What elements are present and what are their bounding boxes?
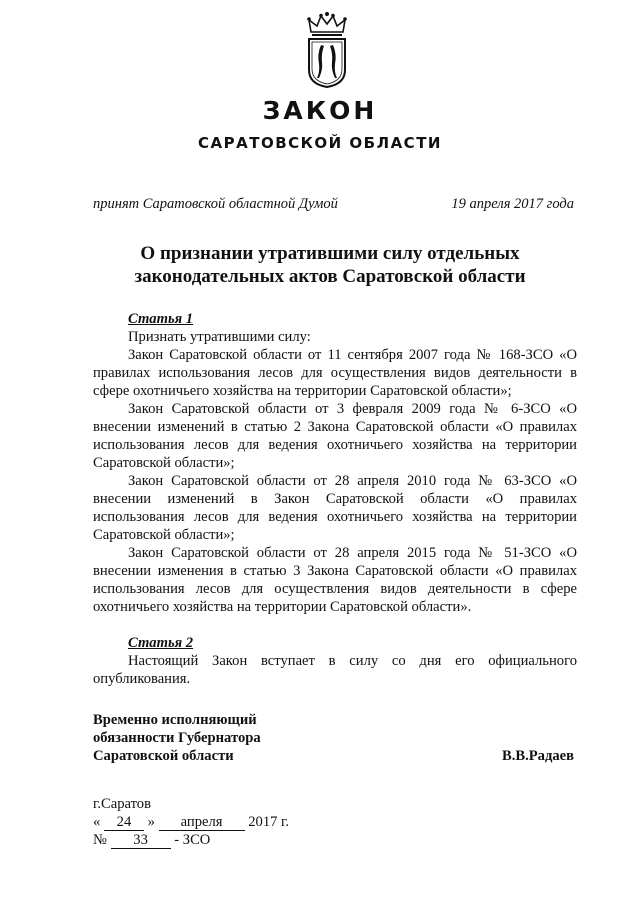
signer-title-line-3: Саратовской области: [93, 748, 234, 764]
registration-number-line: [93, 831, 289, 849]
law-title: ЗАКОН: [262, 96, 378, 125]
signer-title-line-2: обязанности Губернатора: [93, 730, 261, 746]
saratov-coat-of-arms-icon: [305, 12, 349, 88]
repealed-law-item: Закон Саратовской области от 11 сентября 2007 года № 168-ЗСО «О правилах использования лесов для осуществления видов деятельности в сфере охотничьего хозяйства на территории Саратовской области»;: [93, 347, 577, 399]
article-2-heading: Статья 2: [128, 635, 194, 651]
signer-title-line-1: Временно исполняющий: [93, 712, 257, 728]
signature-block: [93, 711, 574, 765]
city: г.Саратов: [93, 796, 151, 812]
subject-line-1: О признании утратившими силу отдельных: [140, 243, 520, 264]
registration-number: 33: [111, 833, 171, 849]
adopted-by-text: принят Саратовской областной Думой: [93, 196, 338, 212]
quote-close: »: [147, 814, 155, 830]
article-2-text: Настоящий Закон вступает в силу со дня его официального опубликования.: [93, 653, 577, 687]
adoption-date: 19 апреля 2017 года: [451, 196, 574, 212]
law-body: [93, 310, 577, 688]
repealed-law-item: Закон Саратовской области от 28 апреля 2015 года № 51-ЗСО «О внесении изменения в статью 3 Закона Саратовской области «О правилах использования лесов для осуществления видов деятельности в сфере охотничьего хозяйства на территории Саратовской области».: [93, 545, 577, 615]
quote-open: «: [93, 814, 101, 830]
subject-line-2: законодательных актов Саратовской области: [134, 266, 526, 287]
registration-month: апреля: [159, 815, 245, 831]
signer-name: В.В.Радаев: [501, 748, 574, 764]
registration-day: 24: [104, 815, 144, 831]
registration-date: [93, 813, 289, 831]
region-title: САРАТОВСКОЙ ОБЛАСТИ: [198, 134, 442, 152]
registration-block: [93, 795, 289, 849]
repealed-law-item: Закон Саратовской области от 3 февраля 2009 года № 6-ЗСО «О внесении изменений в статью 2 Закона Саратовской области «О правилах использования лесов для ведения охотничьего хозяйства на территории Саратовской области»;: [93, 401, 577, 471]
spacer: [93, 616, 577, 634]
adoption-line: [93, 196, 574, 216]
article-1-intro: Признать утратившими силу:: [128, 329, 311, 345]
repealed-law-item: Закон Саратовской области от 28 апреля 2010 года № 63-ЗСО «О внесении изменений в Закон Саратовской области «О правилах использования лесов для ведения охотничьего хозяйства на территории Саратовской области»;: [93, 473, 577, 543]
number-suffix: - ЗСО: [174, 832, 211, 848]
number-sign: №: [93, 832, 107, 848]
article-1-heading: Статья 1: [128, 311, 194, 327]
law-subject-title: [100, 242, 560, 288]
registration-year: 2017 г.: [248, 814, 290, 830]
